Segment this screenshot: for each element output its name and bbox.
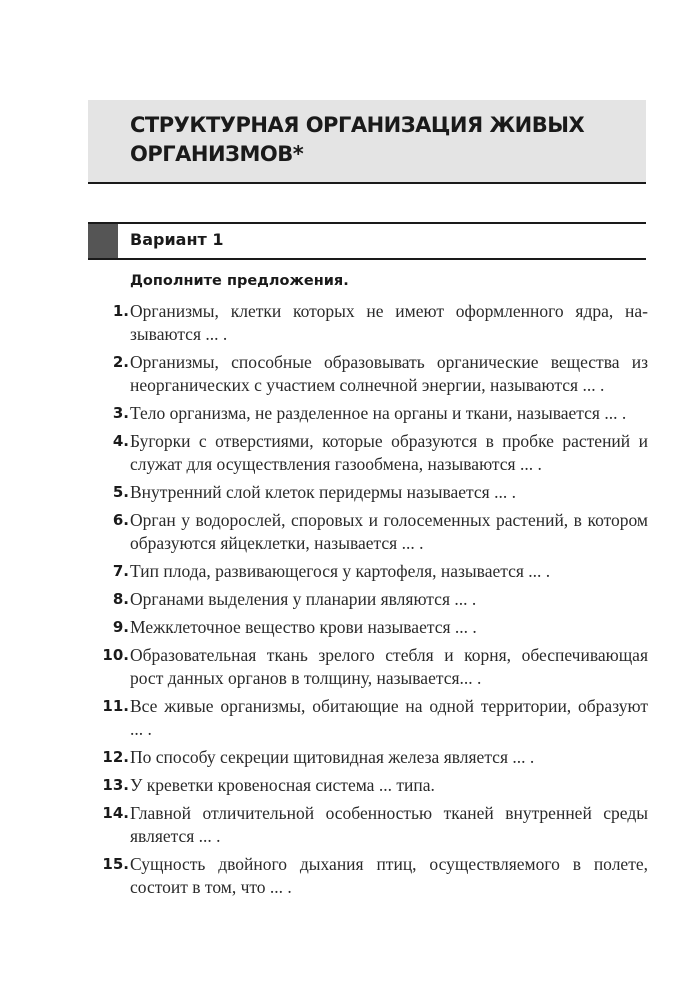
item-number-label: 11. (102, 697, 129, 715)
item-number (88, 616, 129, 639)
list-item (88, 481, 648, 504)
item-text: Все живые организмы, обитающие на одной территории, образуют ... . (130, 696, 648, 739)
item-text: По способу секреции щитовидная железа является ... . (130, 747, 535, 767)
item-text: Главной отличительной особенностью тканей внутренней среды является ... . (130, 803, 648, 846)
item-number (88, 802, 129, 848)
item-number-label: 4. (112, 432, 129, 450)
item-text: Тип плода, развивающегося у картофеля, называется ... . (130, 561, 551, 581)
instruction-text: Дополните предложения. (130, 273, 349, 289)
item-number (88, 481, 129, 504)
chapter-title: СТРУКТУРНАЯ ОРГАНИЗАЦИЯ ЖИВЫХ ОРГАНИЗМОВ* (130, 113, 585, 166)
item-text: Организмы, способные образовывать органические вещества из неорганических с участием солнечной энергии, называются ... . (130, 352, 648, 395)
item-text: Тело организма, не разделенное на органы и ткани, называется ... . (130, 403, 627, 423)
list-item (88, 588, 648, 611)
item-number (88, 402, 129, 425)
item-text: Органами выделения у планарии являются ... . (130, 589, 477, 609)
list-item (88, 644, 648, 690)
list-item (88, 351, 648, 397)
item-number-label: 6. (112, 511, 129, 529)
item-number-label: 12. (102, 748, 129, 766)
item-number (88, 560, 129, 583)
item-text: Сущность двойного дыхания птиц, осуществляемого в полете, состоит в том, что ... . (130, 854, 648, 897)
list-item (88, 300, 648, 346)
item-text: Орган у водорослей, споровых и голосеменных растений, в котором образуются яйцеклетки, называется ... . (130, 510, 648, 553)
item-number-label: 7. (112, 562, 129, 580)
item-number (88, 644, 129, 690)
item-number-label: 1. (112, 302, 129, 320)
item-number (88, 351, 129, 397)
list-item (88, 695, 648, 741)
list-item (88, 802, 648, 848)
item-number-label: 13. (102, 776, 129, 794)
list-item (88, 853, 648, 899)
item-number-label: 8. (112, 590, 129, 608)
item-number (88, 746, 129, 769)
item-number-label: 10. (102, 646, 129, 664)
item-text: Бугорки с отверстиями, которые образуются в пробке растений и служат для осуществления газообмена, называются ... . (130, 431, 648, 474)
item-number-label: 3. (112, 404, 129, 422)
list-item (88, 430, 648, 476)
list-item (88, 616, 648, 639)
list-item (88, 560, 648, 583)
item-number-label: 9. (112, 618, 129, 636)
item-text: Образовательная ткань зрелого стебля и корня, обеспечивающая рост данных органов в толщину, называется... . (130, 645, 648, 688)
item-text: Внутренний слой клеток перидермы называется ... . (130, 482, 516, 502)
item-number (88, 430, 129, 476)
item-number (88, 509, 129, 555)
list-item (88, 774, 648, 797)
item-number-label: 14. (102, 804, 129, 822)
item-number (88, 300, 129, 346)
item-number-label: 5. (112, 483, 129, 501)
item-number (88, 588, 129, 611)
item-text: Межклеточное вещество крови называется ... . (130, 617, 477, 637)
item-number (88, 853, 129, 899)
list-item (88, 746, 648, 769)
chapter-title-box (88, 100, 646, 184)
question-list (88, 300, 648, 904)
item-number (88, 695, 129, 741)
item-text: У креветки кровеносная система ... типа. (130, 775, 435, 795)
item-number (88, 774, 129, 797)
variant-header (88, 222, 646, 260)
item-text: Организмы, клетки которых не имеют оформленного ядра, называются ... . (130, 301, 648, 344)
variant-label: Вариант 1 (130, 230, 224, 249)
list-item (88, 509, 648, 555)
item-number-label: 2. (112, 353, 129, 371)
variant-marker-block (88, 224, 118, 258)
list-item (88, 402, 648, 425)
item-number-label: 15. (102, 855, 129, 873)
